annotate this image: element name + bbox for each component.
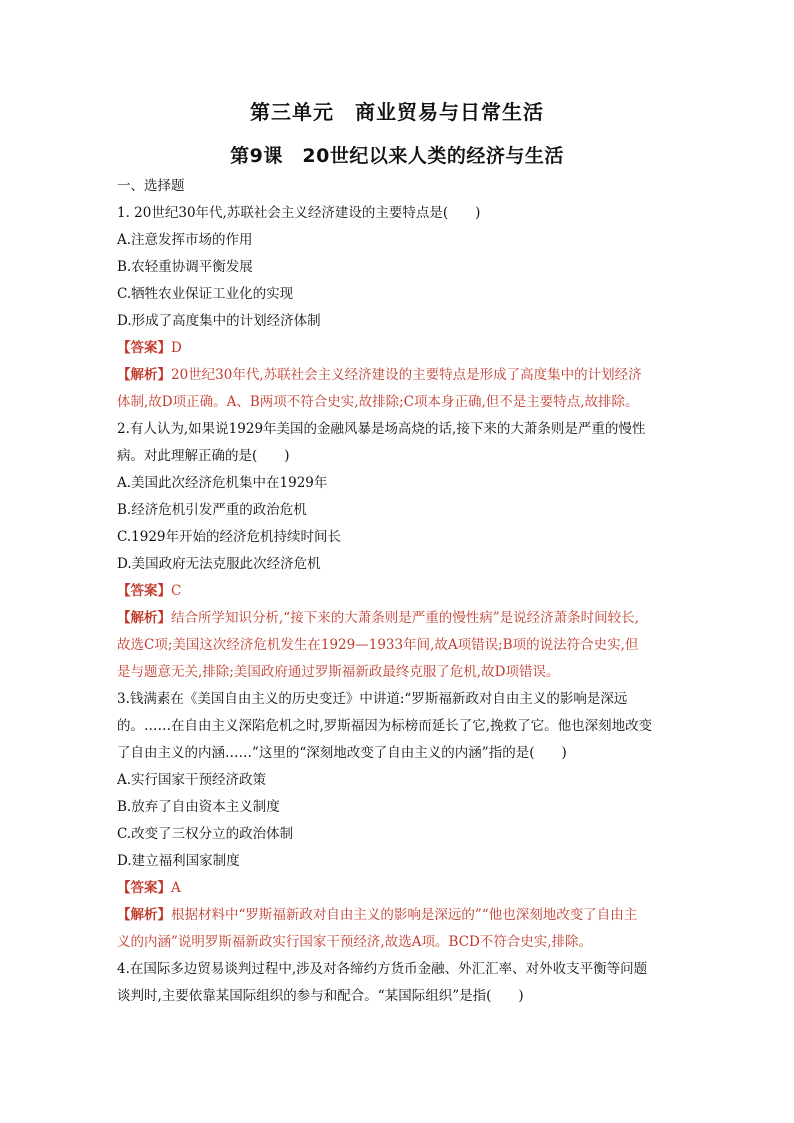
content: [117, 173, 687, 1010]
question-1: [117, 200, 687, 416]
analysis-text: 20世纪30年代,苏联社会主义经济建设的主要特点是形成了高度集中的计划经济: [171, 367, 642, 383]
option-a: A.美国此次经济危机集中在1929年: [117, 475, 328, 491]
analysis-line: 故选C项;美国这次经济危机发生在1929—1933年间,故A项错误;B项的说法符合史实,但: [117, 637, 639, 653]
answer-tag: 【答案】: [117, 340, 171, 356]
answer-line: [117, 578, 687, 605]
answer-value: A: [171, 880, 181, 896]
option-c: C.1929年开始的经济危机持续时间长: [117, 529, 341, 545]
section-heading: 一、选择题: [117, 178, 185, 194]
question-stem: 病。对此理解正确的是( ): [117, 448, 290, 464]
option-d: D.美国政府无法克服此次经济危机: [117, 556, 321, 572]
option-c: C.牺牲农业保证工业化的实现: [117, 286, 294, 302]
question-stem: 1. 20世纪30年代,苏联社会主义经济建设的主要特点是( ): [117, 205, 481, 221]
analysis-text: 根据材料中“罗斯福新政对自由主义的影响是深远的”“他也深刻地改变了自由主: [171, 907, 638, 923]
answer-line: [117, 875, 687, 902]
analysis-text: 结合所学知识分析,“接下来的大萧条则是严重的慢性病”是说经济萧条时间较长,: [171, 610, 639, 626]
question-3: [117, 686, 687, 956]
analysis-tag: 【解析】: [117, 367, 171, 383]
option-a: A.实行国家干预经济政策: [117, 772, 267, 788]
option-c: C.改变了三权分立的政治体制: [117, 826, 294, 842]
answer-tag: 【答案】: [117, 583, 171, 599]
question-stem: 的。……在自由主义深陷危机之时,罗斯福因为标榜而延长了它,挽救了它。他也深刻地改变: [117, 718, 653, 734]
option-b: B.放弃了自由资本主义制度: [117, 799, 280, 815]
option-a: A.注意发挥市场的作用: [117, 232, 253, 248]
option-b: B.经济危机引发严重的政治危机: [117, 502, 307, 518]
question-stem: 2.有人认为,如果说1929年美国的金融风暴是场高烧的话,接下来的大萧条则是严重的慢性: [117, 421, 646, 437]
analysis-line: [117, 902, 687, 929]
question-stem: 谈判时,主要依靠某国际组织的参与和配合。“某国际组织”是指( ): [117, 988, 524, 1004]
option-d: D.形成了高度集中的计划经济体制: [117, 313, 321, 329]
question-2: [117, 416, 687, 686]
analysis-line: 体制,故D项正确。A、B两项不符合史实,故排除;C项本身正确,但不是主要特点,故排除。: [117, 394, 639, 410]
option-d: D.建立福利国家制度: [117, 853, 240, 869]
unit-title: 第三单元 商业贸易与日常生活: [250, 100, 544, 124]
question-stem: 了自由主义的内涵……”这里的“深刻地改变了自由主义的内涵”指的是( ): [117, 745, 567, 761]
analysis-line: 义的内涵”说明罗斯福新政实行国家干预经济,故选A项。BCD不符合史实,排除。: [117, 934, 593, 950]
question-4: [117, 956, 687, 1010]
analysis-tag: 【解析】: [117, 610, 171, 626]
answer-tag: 【答案】: [117, 880, 171, 896]
analysis-tag: 【解析】: [117, 907, 171, 923]
question-stem: 3.钱满素在《美国自由主义的历史变迁》中讲道:“罗斯福新政对自由主义的影响是深远: [117, 691, 628, 707]
option-b: B.农轻重协调平衡发展: [117, 259, 253, 275]
analysis-line: 是与题意无关,排除;美国政府通过罗斯福新政最终克服了危机,故D项错误。: [117, 664, 560, 680]
answer-value: D: [171, 340, 182, 356]
analysis-line: [117, 362, 687, 389]
analysis-line: [117, 605, 687, 632]
lesson-title: 第9课 20世纪以来人类的经济与生活: [230, 145, 564, 167]
answer-line: [117, 335, 687, 362]
answer-value: C: [171, 583, 182, 599]
question-stem: 4.在国际多边贸易谈判过程中,涉及对各缔约方货币金融、外汇汇率、对外收支平衡等问题: [117, 961, 648, 977]
